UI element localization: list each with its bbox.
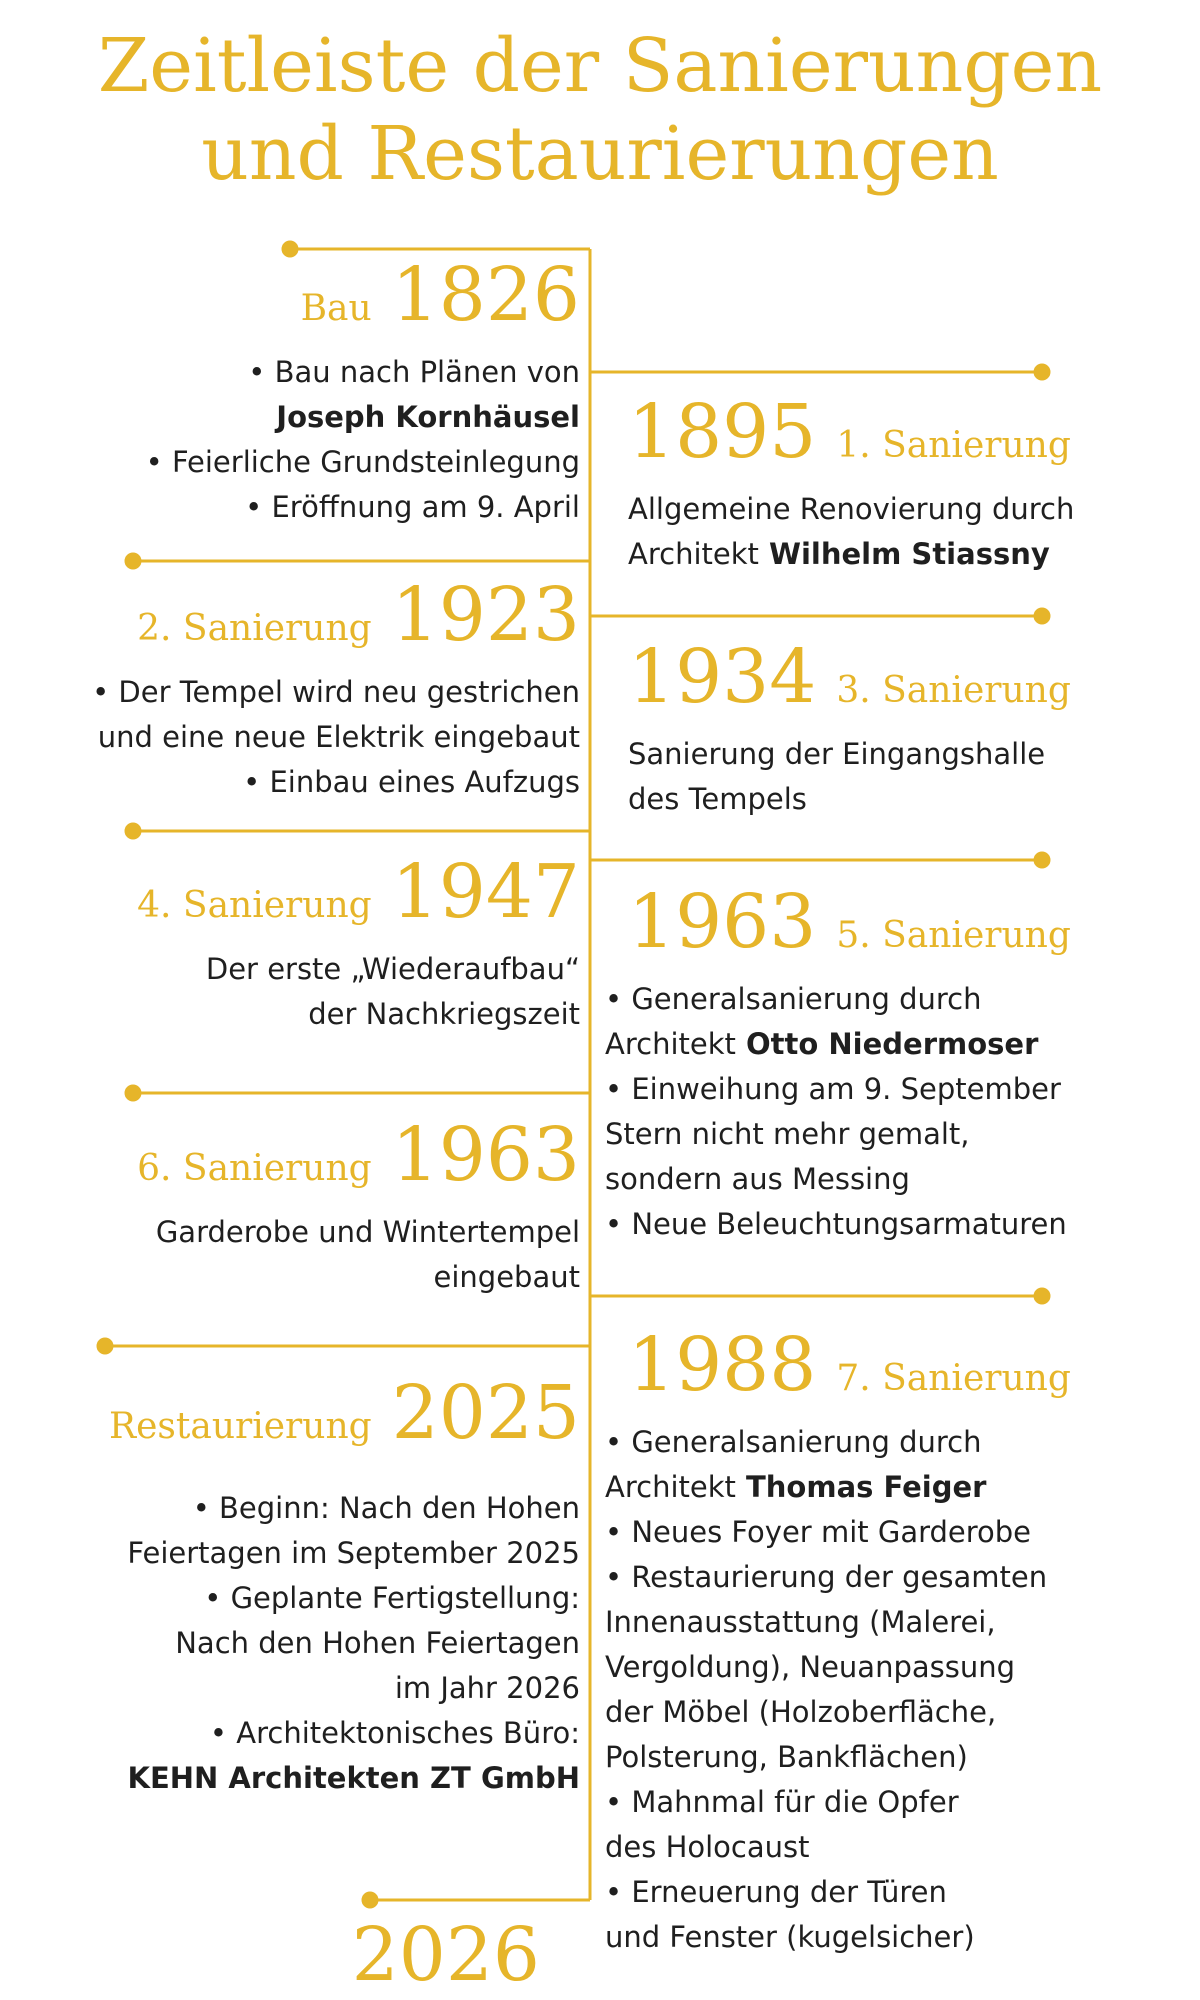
- list-item: [20, 440, 580, 485]
- item-text: Architektonisches Büro:: [236, 1716, 580, 1750]
- list-item: [20, 992, 580, 1037]
- entry-items: [20, 1486, 580, 1801]
- entry-1934: [628, 634, 1188, 822]
- item-text: Generalsanierung durch: [631, 982, 982, 1016]
- list-item: [605, 1780, 1190, 1825]
- name-text: Thomas Feiger: [746, 1470, 987, 1504]
- entry-items: [10, 670, 580, 805]
- name-text: KEHN Architekten ZT GmbH: [127, 1761, 580, 1795]
- entry-label: 3. Sanierung: [836, 670, 1071, 711]
- list-item: [10, 760, 580, 805]
- entry-items: [628, 487, 1188, 577]
- entry-year: 1988: [628, 1322, 817, 1408]
- entry-items: [605, 1420, 1190, 1960]
- entry-year: 1934: [628, 634, 817, 720]
- item-text: Feierliche Grundsteinlegung: [171, 445, 580, 479]
- list-item: [605, 1157, 1190, 1202]
- entry-1826: [20, 252, 580, 530]
- entry-1963-6: [20, 1112, 580, 1300]
- name-text: Otto Niedermoser: [746, 1027, 1039, 1061]
- list-item: [605, 1870, 1190, 1915]
- item-text: Beginn: Nach den Hohen: [219, 1491, 580, 1525]
- entry-1963-5: [605, 879, 1190, 1247]
- entry-label: Bau: [300, 288, 372, 329]
- entry-heading: [628, 634, 1188, 720]
- list-item: [10, 715, 580, 760]
- list-item: [20, 1255, 580, 1300]
- list-item: [20, 1666, 580, 1711]
- list-item: [20, 1210, 580, 1255]
- list-item: [20, 1576, 580, 1621]
- list-item: [20, 1531, 580, 1576]
- item-text: Mahnmal für die Opfer: [631, 1785, 959, 1819]
- item-text: Allgemeine Renovierung durch: [628, 492, 1075, 526]
- list-item: [628, 487, 1188, 532]
- list-item: [20, 485, 580, 530]
- entry-year: 1963: [391, 1112, 580, 1198]
- entry-heading: [20, 1112, 580, 1198]
- item-text: Vergoldung), Neuanpassung: [605, 1650, 1016, 1684]
- entry-year: 2025: [391, 1370, 580, 1456]
- list-item: [10, 670, 580, 715]
- timeline-dot: [125, 823, 141, 839]
- entry-1947: [20, 849, 580, 1037]
- item-text: Neue Beleuchtungsarmaturen: [631, 1207, 1067, 1241]
- item-text: Polsterung, Bankflächen): [605, 1740, 968, 1774]
- entry-label: 7. Sanierung: [836, 1358, 1071, 1399]
- item-text: Der Tempel wird neu gestrichen: [118, 675, 580, 709]
- list-item: [605, 1420, 1190, 1465]
- entry-2025: [20, 1370, 580, 1801]
- timeline-dot: [282, 241, 298, 257]
- name-text: Wilhelm Stiassny: [769, 537, 1050, 571]
- list-item: [605, 1735, 1190, 1780]
- item-text: Nach den Hohen Feiertagen: [175, 1626, 580, 1660]
- item-text: Architekt: [628, 537, 759, 571]
- final-year: 2026: [351, 1912, 540, 1998]
- item-text: der Möbel (Holzoberfläche,: [605, 1695, 997, 1729]
- entry-heading: [605, 1322, 1190, 1408]
- entry-items: [20, 1210, 580, 1300]
- item-text: Generalsanierung durch: [631, 1425, 982, 1459]
- item-text: im Jahr 2026: [394, 1671, 580, 1705]
- entry-year: 1947: [391, 849, 580, 935]
- list-item: [605, 1112, 1190, 1157]
- list-item: [20, 1621, 580, 1666]
- list-item: [605, 1600, 1190, 1645]
- timeline-dot: [1034, 608, 1050, 624]
- name-text: Joseph Kornhäusel: [276, 400, 580, 434]
- entry-heading: [20, 1370, 580, 1456]
- list-item: [605, 1825, 1190, 1870]
- entry-label: 4. Sanierung: [137, 885, 372, 926]
- timeline-dot: [1034, 852, 1050, 868]
- list-item: [605, 1510, 1190, 1555]
- entry-heading: [20, 252, 580, 338]
- list-item: [605, 977, 1190, 1022]
- entry-1988: [605, 1322, 1190, 1960]
- entry-year: 1923: [391, 572, 580, 658]
- item-text: Neues Foyer mit Garderobe: [631, 1515, 1032, 1549]
- entry-items: [20, 350, 580, 530]
- list-item: [20, 1756, 580, 1801]
- entry-label: 5. Sanierung: [836, 915, 1071, 956]
- timeline-dot: [125, 553, 141, 569]
- item-text: Einweihung am 9. September: [631, 1072, 1061, 1106]
- list-item: [605, 1690, 1190, 1735]
- list-item: [628, 532, 1188, 577]
- entry-items: [20, 947, 580, 1037]
- item-text: Geplante Fertigstellung:: [230, 1581, 580, 1615]
- item-text: Der erste „Wiederaufbau“: [205, 952, 580, 986]
- entry-heading: [20, 849, 580, 935]
- entry-heading: [240, 1912, 540, 1998]
- item-text: eingebaut: [433, 1260, 580, 1294]
- list-item: [605, 1555, 1190, 1600]
- entry-1895: [628, 389, 1188, 577]
- list-item: [605, 1202, 1190, 1247]
- list-item: [628, 732, 1188, 777]
- item-text: Restaurierung der gesamten: [631, 1560, 1048, 1594]
- entry-items: [605, 977, 1190, 1247]
- timeline-dot: [1034, 364, 1050, 380]
- entry-label: 6. Sanierung: [137, 1148, 372, 1189]
- item-text: der Nachkriegszeit: [308, 997, 580, 1031]
- item-text: Innenausstattung (Malerei,: [605, 1605, 996, 1639]
- list-item: [605, 1645, 1190, 1690]
- list-item: [605, 1915, 1190, 1960]
- entry-2026: [240, 1912, 540, 1998]
- item-text: und eine neue Elektrik eingebaut: [97, 720, 580, 754]
- item-text: Erneuerung der Türen: [631, 1875, 947, 1909]
- entry-label: Restaurierung: [109, 1406, 372, 1447]
- item-text: Bau nach Plänen von: [274, 355, 580, 389]
- item-text: Stern nicht mehr gemalt,: [605, 1117, 970, 1151]
- list-item: [605, 1022, 1190, 1067]
- entry-label: 2. Sanierung: [137, 608, 372, 649]
- entry-heading: [10, 572, 580, 658]
- item-text: Architekt: [605, 1470, 736, 1504]
- timeline-dot: [362, 1892, 378, 1908]
- list-item: [20, 947, 580, 992]
- timeline-dot: [97, 1338, 113, 1354]
- title-line-2: und Restaurierungen: [201, 111, 999, 197]
- title-line-1: Zeitleiste der Sanierungen: [97, 23, 1103, 109]
- entry-heading: [605, 879, 1190, 965]
- list-item: [20, 350, 580, 395]
- list-item: [605, 1465, 1190, 1510]
- item-text: sondern aus Messing: [605, 1162, 910, 1196]
- item-text: und Fenster (kugelsicher): [605, 1920, 975, 1954]
- item-text: Feiertagen im September 2025: [127, 1536, 580, 1570]
- entry-1923: [10, 572, 580, 805]
- item-text: Einbau eines Aufzugs: [269, 765, 580, 799]
- item-text: Eröffnung am 9. April: [271, 490, 580, 524]
- list-item: [20, 1711, 580, 1756]
- list-item: [628, 777, 1188, 822]
- item-text: Sanierung der Eingangshalle: [628, 737, 1046, 771]
- item-text: Architekt: [605, 1027, 736, 1061]
- entry-year: 1895: [628, 389, 817, 475]
- entry-heading: [628, 389, 1188, 475]
- entry-label: 1. Sanierung: [836, 425, 1071, 466]
- list-item: [605, 1067, 1190, 1112]
- item-text: des Tempels: [628, 782, 807, 816]
- list-item: [20, 395, 580, 440]
- entry-year: 1963: [628, 879, 817, 965]
- entry-items: [628, 732, 1188, 822]
- timeline-dot: [1034, 1288, 1050, 1304]
- timeline-dot: [125, 1085, 141, 1101]
- entry-year: 1826: [391, 252, 580, 338]
- item-text: Garderobe und Wintertempel: [155, 1215, 580, 1249]
- item-text: des Holocaust: [605, 1830, 810, 1864]
- list-item: [20, 1486, 580, 1531]
